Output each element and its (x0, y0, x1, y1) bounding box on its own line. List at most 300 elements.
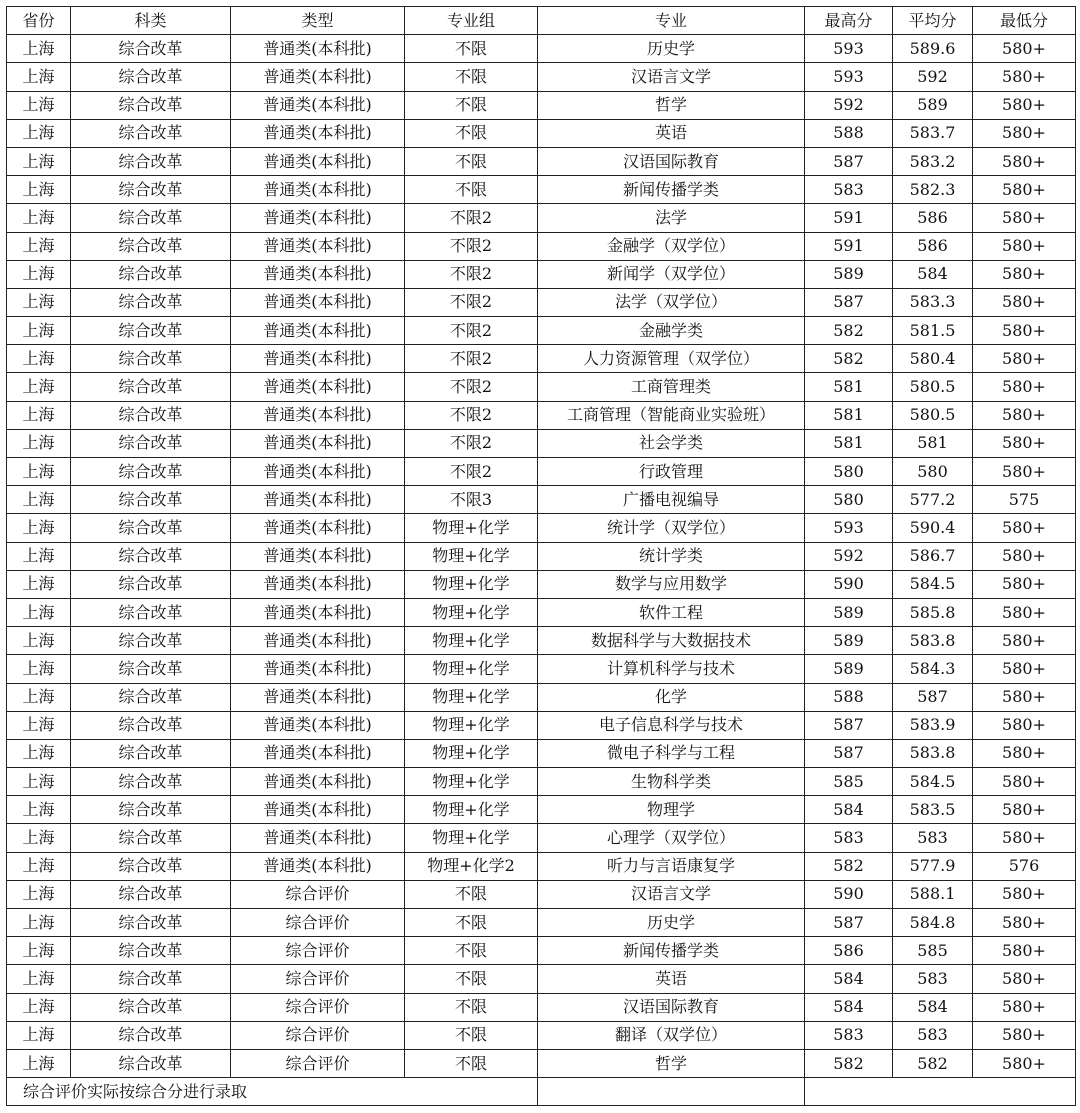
cell-min-score: 580+ (973, 401, 1076, 429)
cell-min-score: 580+ (973, 796, 1076, 824)
cell-major-group: 不限 (405, 119, 538, 147)
cell-min-score: 580+ (973, 317, 1076, 345)
cell-major: 社会学类 (538, 429, 805, 457)
cell-max-score: 581 (805, 401, 893, 429)
cell-major-group: 不限2 (405, 458, 538, 486)
cell-max-score: 581 (805, 429, 893, 457)
cell-major-group: 不限2 (405, 345, 538, 373)
cell-major-group: 不限 (405, 909, 538, 937)
cell-min-score: 580+ (973, 880, 1076, 908)
cell-admission-type: 普通类(本科批) (231, 570, 405, 598)
cell-admission-type: 普通类(本科批) (231, 598, 405, 626)
cell-min-score: 580+ (973, 345, 1076, 373)
cell-avg-score: 583.8 (893, 739, 973, 767)
footnote-empty-cell (805, 1078, 1076, 1106)
cell-admission-type: 普通类(本科批) (231, 683, 405, 711)
cell-admission-type: 综合评价 (231, 909, 405, 937)
cell-subject-category: 综合改革 (71, 429, 231, 457)
cell-major-group: 物理+化学 (405, 683, 538, 711)
header-avg-score: 平均分 (893, 7, 973, 35)
cell-avg-score: 584.3 (893, 655, 973, 683)
cell-major: 统计学（双学位） (538, 514, 805, 542)
cell-min-score: 580+ (973, 1049, 1076, 1077)
cell-major-group: 不限 (405, 965, 538, 993)
cell-min-score: 580+ (973, 514, 1076, 542)
cell-min-score: 580+ (973, 824, 1076, 852)
cell-province: 上海 (7, 739, 71, 767)
cell-major-group: 物理+化学 (405, 768, 538, 796)
cell-max-score: 593 (805, 35, 893, 63)
table-row (7, 176, 1076, 204)
cell-province: 上海 (7, 768, 71, 796)
cell-province: 上海 (7, 1049, 71, 1077)
cell-min-score: 580+ (973, 147, 1076, 175)
cell-major: 哲学 (538, 1049, 805, 1077)
table-row (7, 429, 1076, 457)
cell-avg-score: 586 (893, 232, 973, 260)
cell-max-score: 583 (805, 176, 893, 204)
cell-major: 英语 (538, 965, 805, 993)
cell-province: 上海 (7, 796, 71, 824)
cell-province: 上海 (7, 570, 71, 598)
cell-max-score: 592 (805, 542, 893, 570)
cell-max-score: 587 (805, 147, 893, 175)
header-subject-category: 科类 (71, 7, 231, 35)
cell-province: 上海 (7, 1021, 71, 1049)
table-row (7, 345, 1076, 373)
table-row (7, 288, 1076, 316)
cell-province: 上海 (7, 880, 71, 908)
cell-subject-category: 综合改革 (71, 1049, 231, 1077)
cell-major-group: 物理+化学 (405, 627, 538, 655)
cell-min-score: 580+ (973, 204, 1076, 232)
table-row (7, 796, 1076, 824)
cell-subject-category: 综合改革 (71, 880, 231, 908)
cell-max-score: 585 (805, 768, 893, 796)
cell-major: 历史学 (538, 909, 805, 937)
cell-max-score: 587 (805, 909, 893, 937)
table-row (7, 486, 1076, 514)
cell-major: 汉语言文学 (538, 880, 805, 908)
table-row (7, 204, 1076, 232)
cell-major: 汉语言文学 (538, 63, 805, 91)
header-max-score: 最高分 (805, 7, 893, 35)
table-row (7, 570, 1076, 598)
cell-avg-score: 592 (893, 63, 973, 91)
cell-province: 上海 (7, 514, 71, 542)
cell-max-score: 589 (805, 627, 893, 655)
cell-avg-score: 585 (893, 937, 973, 965)
cell-avg-score: 586.7 (893, 542, 973, 570)
cell-province: 上海 (7, 458, 71, 486)
cell-major: 金融学（双学位） (538, 232, 805, 260)
cell-max-score: 590 (805, 570, 893, 598)
table-row (7, 739, 1076, 767)
cell-major: 数学与应用数学 (538, 570, 805, 598)
cell-min-score: 580+ (973, 458, 1076, 486)
cell-avg-score: 582 (893, 1049, 973, 1077)
cell-avg-score: 585.8 (893, 598, 973, 626)
cell-major: 新闻传播学类 (538, 937, 805, 965)
cell-min-score: 580+ (973, 711, 1076, 739)
cell-major-group: 不限 (405, 35, 538, 63)
cell-province: 上海 (7, 852, 71, 880)
cell-max-score: 587 (805, 288, 893, 316)
cell-subject-category: 综合改革 (71, 711, 231, 739)
table-body (7, 35, 1076, 1078)
cell-avg-score: 577.9 (893, 852, 973, 880)
cell-province: 上海 (7, 542, 71, 570)
cell-subject-category: 综合改革 (71, 852, 231, 880)
header-row (7, 7, 1076, 35)
admission-score-table (6, 6, 1076, 1106)
cell-admission-type: 普通类(本科批) (231, 91, 405, 119)
header-province: 省份 (7, 7, 71, 35)
cell-major-group: 不限 (405, 1021, 538, 1049)
cell-admission-type: 综合评价 (231, 937, 405, 965)
cell-major: 化学 (538, 683, 805, 711)
cell-min-score: 580+ (973, 909, 1076, 937)
cell-subject-category: 综合改革 (71, 91, 231, 119)
table-row (7, 119, 1076, 147)
cell-admission-type: 普通类(本科批) (231, 288, 405, 316)
cell-subject-category: 综合改革 (71, 458, 231, 486)
cell-major: 统计学类 (538, 542, 805, 570)
table-row (7, 965, 1076, 993)
cell-major: 生物科学类 (538, 768, 805, 796)
cell-admission-type: 普通类(本科批) (231, 345, 405, 373)
table-row (7, 373, 1076, 401)
cell-subject-category: 综合改革 (71, 401, 231, 429)
cell-admission-type: 普通类(本科批) (231, 824, 405, 852)
cell-subject-category: 综合改革 (71, 796, 231, 824)
table-row (7, 768, 1076, 796)
cell-major: 物理学 (538, 796, 805, 824)
cell-major-group: 不限3 (405, 486, 538, 514)
cell-major: 哲学 (538, 91, 805, 119)
cell-avg-score: 584.8 (893, 909, 973, 937)
cell-avg-score: 580.5 (893, 401, 973, 429)
cell-major-group: 不限 (405, 176, 538, 204)
cell-subject-category: 综合改革 (71, 627, 231, 655)
cell-min-score: 580+ (973, 119, 1076, 147)
cell-major: 金融学类 (538, 317, 805, 345)
table-row (7, 91, 1076, 119)
cell-max-score: 583 (805, 824, 893, 852)
cell-admission-type: 普通类(本科批) (231, 176, 405, 204)
cell-avg-score: 584 (893, 993, 973, 1021)
cell-avg-score: 577.2 (893, 486, 973, 514)
table-row (7, 683, 1076, 711)
cell-admission-type: 综合评价 (231, 993, 405, 1021)
cell-avg-score: 580 (893, 458, 973, 486)
cell-avg-score: 584 (893, 260, 973, 288)
cell-major: 汉语国际教育 (538, 993, 805, 1021)
cell-admission-type: 普通类(本科批) (231, 486, 405, 514)
cell-province: 上海 (7, 288, 71, 316)
cell-province: 上海 (7, 63, 71, 91)
cell-province: 上海 (7, 993, 71, 1021)
cell-province: 上海 (7, 824, 71, 852)
cell-subject-category: 综合改革 (71, 176, 231, 204)
cell-max-score: 587 (805, 711, 893, 739)
cell-major: 历史学 (538, 35, 805, 63)
cell-province: 上海 (7, 91, 71, 119)
cell-province: 上海 (7, 486, 71, 514)
cell-max-score: 582 (805, 317, 893, 345)
cell-subject-category: 综合改革 (71, 119, 231, 147)
cell-province: 上海 (7, 204, 71, 232)
table-row (7, 63, 1076, 91)
cell-max-score: 583 (805, 1021, 893, 1049)
cell-major-group: 物理+化学 (405, 824, 538, 852)
cell-max-score: 582 (805, 1049, 893, 1077)
table-row (7, 317, 1076, 345)
table-row (7, 458, 1076, 486)
cell-major-group: 不限 (405, 91, 538, 119)
cell-admission-type: 综合评价 (231, 1021, 405, 1049)
cell-province: 上海 (7, 176, 71, 204)
footnote-empty-cell (538, 1078, 805, 1106)
cell-min-score: 580+ (973, 598, 1076, 626)
cell-min-score: 580+ (973, 63, 1076, 91)
cell-admission-type: 普通类(本科批) (231, 429, 405, 457)
cell-subject-category: 综合改革 (71, 768, 231, 796)
cell-subject-category: 综合改革 (71, 909, 231, 937)
cell-max-score: 582 (805, 345, 893, 373)
cell-major-group: 物理+化学 (405, 570, 538, 598)
cell-province: 上海 (7, 35, 71, 63)
cell-min-score: 580+ (973, 429, 1076, 457)
cell-subject-category: 综合改革 (71, 937, 231, 965)
cell-province: 上海 (7, 937, 71, 965)
cell-admission-type: 普通类(本科批) (231, 63, 405, 91)
cell-admission-type: 普通类(本科批) (231, 260, 405, 288)
cell-major-group: 物理+化学 (405, 711, 538, 739)
cell-major: 新闻学（双学位） (538, 260, 805, 288)
cell-major-group: 不限2 (405, 260, 538, 288)
cell-min-score: 580+ (973, 655, 1076, 683)
cell-province: 上海 (7, 401, 71, 429)
cell-admission-type: 普通类(本科批) (231, 35, 405, 63)
header-major: 专业 (538, 7, 805, 35)
table-row (7, 880, 1076, 908)
cell-subject-category: 综合改革 (71, 1021, 231, 1049)
cell-avg-score: 580.4 (893, 345, 973, 373)
footnote-text: 综合评价实际按综合分进行录取 (7, 1078, 538, 1106)
cell-avg-score: 583.8 (893, 627, 973, 655)
cell-avg-score: 583 (893, 1021, 973, 1049)
cell-min-score: 580+ (973, 937, 1076, 965)
cell-min-score: 580+ (973, 1021, 1076, 1049)
cell-major: 新闻传播学类 (538, 176, 805, 204)
cell-subject-category: 综合改革 (71, 824, 231, 852)
cell-admission-type: 普通类(本科批) (231, 119, 405, 147)
header-min-score: 最低分 (973, 7, 1076, 35)
cell-major-group: 不限2 (405, 232, 538, 260)
cell-avg-score: 589.6 (893, 35, 973, 63)
cell-major-group: 不限 (405, 1049, 538, 1077)
cell-min-score: 575 (973, 486, 1076, 514)
cell-min-score: 580+ (973, 570, 1076, 598)
cell-subject-category: 综合改革 (71, 147, 231, 175)
table-row (7, 232, 1076, 260)
cell-max-score: 581 (805, 373, 893, 401)
cell-min-score: 580+ (973, 373, 1076, 401)
cell-major-group: 物理+化学 (405, 655, 538, 683)
cell-min-score: 580+ (973, 288, 1076, 316)
table-row (7, 627, 1076, 655)
cell-major: 英语 (538, 119, 805, 147)
cell-province: 上海 (7, 373, 71, 401)
cell-avg-score: 584.5 (893, 570, 973, 598)
cell-avg-score: 583.5 (893, 796, 973, 824)
cell-province: 上海 (7, 260, 71, 288)
header-admission-type: 类型 (231, 7, 405, 35)
cell-subject-category: 综合改革 (71, 570, 231, 598)
cell-major: 听力与言语康复学 (538, 852, 805, 880)
cell-admission-type: 综合评价 (231, 880, 405, 908)
table-row (7, 824, 1076, 852)
cell-subject-category: 综合改革 (71, 63, 231, 91)
table-row (7, 35, 1076, 63)
cell-max-score: 584 (805, 993, 893, 1021)
table-row (7, 711, 1076, 739)
cell-avg-score: 589 (893, 91, 973, 119)
cell-admission-type: 普通类(本科批) (231, 232, 405, 260)
cell-max-score: 580 (805, 458, 893, 486)
cell-major-group: 不限2 (405, 373, 538, 401)
cell-admission-type: 普通类(本科批) (231, 147, 405, 175)
cell-admission-type: 普通类(本科批) (231, 542, 405, 570)
cell-province: 上海 (7, 232, 71, 260)
cell-avg-score: 587 (893, 683, 973, 711)
cell-major-group: 不限 (405, 993, 538, 1021)
cell-province: 上海 (7, 317, 71, 345)
cell-subject-category: 综合改革 (71, 655, 231, 683)
cell-min-score: 580+ (973, 965, 1076, 993)
cell-major: 翻译（双学位） (538, 1021, 805, 1049)
cell-max-score: 589 (805, 260, 893, 288)
cell-min-score: 580+ (973, 683, 1076, 711)
cell-province: 上海 (7, 627, 71, 655)
cell-subject-category: 综合改革 (71, 683, 231, 711)
table-row (7, 852, 1076, 880)
cell-major: 数据科学与大数据技术 (538, 627, 805, 655)
cell-min-score: 580+ (973, 91, 1076, 119)
cell-major-group: 不限2 (405, 317, 538, 345)
cell-admission-type: 普通类(本科批) (231, 796, 405, 824)
cell-major: 人力资源管理（双学位） (538, 345, 805, 373)
cell-max-score: 584 (805, 796, 893, 824)
cell-province: 上海 (7, 965, 71, 993)
cell-province: 上海 (7, 345, 71, 373)
cell-max-score: 586 (805, 937, 893, 965)
cell-admission-type: 普通类(本科批) (231, 401, 405, 429)
cell-subject-category: 综合改革 (71, 739, 231, 767)
cell-major-group: 不限2 (405, 204, 538, 232)
cell-max-score: 591 (805, 204, 893, 232)
cell-subject-category: 综合改革 (71, 345, 231, 373)
cell-major: 广播电视编导 (538, 486, 805, 514)
cell-subject-category: 综合改革 (71, 598, 231, 626)
cell-max-score: 592 (805, 91, 893, 119)
cell-subject-category: 综合改革 (71, 993, 231, 1021)
cell-min-score: 580+ (973, 768, 1076, 796)
cell-province: 上海 (7, 909, 71, 937)
cell-subject-category: 综合改革 (71, 232, 231, 260)
cell-min-score: 580+ (973, 739, 1076, 767)
cell-major: 软件工程 (538, 598, 805, 626)
cell-max-score: 588 (805, 119, 893, 147)
cell-subject-category: 综合改革 (71, 965, 231, 993)
cell-major-group: 物理+化学 (405, 598, 538, 626)
cell-subject-category: 综合改革 (71, 288, 231, 316)
cell-avg-score: 581 (893, 429, 973, 457)
cell-admission-type: 普通类(本科批) (231, 373, 405, 401)
cell-max-score: 587 (805, 739, 893, 767)
cell-admission-type: 普通类(本科批) (231, 514, 405, 542)
cell-major: 法学 (538, 204, 805, 232)
cell-subject-category: 综合改革 (71, 514, 231, 542)
cell-subject-category: 综合改革 (71, 204, 231, 232)
table-row (7, 1021, 1076, 1049)
cell-max-score: 590 (805, 880, 893, 908)
cell-province: 上海 (7, 711, 71, 739)
cell-admission-type: 普通类(本科批) (231, 711, 405, 739)
cell-province: 上海 (7, 147, 71, 175)
cell-avg-score: 583.2 (893, 147, 973, 175)
cell-max-score: 589 (805, 655, 893, 683)
cell-province: 上海 (7, 119, 71, 147)
cell-major: 心理学（双学位） (538, 824, 805, 852)
cell-major: 行政管理 (538, 458, 805, 486)
table-row (7, 1049, 1076, 1077)
cell-major: 微电子科学与工程 (538, 739, 805, 767)
table-row (7, 937, 1076, 965)
cell-min-score: 580+ (973, 542, 1076, 570)
cell-min-score: 580+ (973, 176, 1076, 204)
cell-min-score: 580+ (973, 627, 1076, 655)
cell-avg-score: 590.4 (893, 514, 973, 542)
table-row (7, 909, 1076, 937)
cell-subject-category: 综合改革 (71, 317, 231, 345)
footnote-row (7, 1078, 1076, 1106)
cell-max-score: 584 (805, 965, 893, 993)
cell-admission-type: 普通类(本科批) (231, 852, 405, 880)
table-row (7, 598, 1076, 626)
cell-major-group: 不限 (405, 880, 538, 908)
cell-admission-type: 普通类(本科批) (231, 655, 405, 683)
cell-province: 上海 (7, 655, 71, 683)
cell-max-score: 589 (805, 598, 893, 626)
cell-avg-score: 588.1 (893, 880, 973, 908)
cell-avg-score: 583.3 (893, 288, 973, 316)
table-row (7, 147, 1076, 175)
cell-admission-type: 普通类(本科批) (231, 739, 405, 767)
table-row (7, 514, 1076, 542)
cell-min-score: 580+ (973, 232, 1076, 260)
cell-min-score: 580+ (973, 993, 1076, 1021)
cell-major-group: 物理+化学 (405, 542, 538, 570)
cell-major-group: 不限2 (405, 401, 538, 429)
cell-major: 工商管理类 (538, 373, 805, 401)
cell-admission-type: 综合评价 (231, 965, 405, 993)
cell-min-score: 580+ (973, 260, 1076, 288)
cell-admission-type: 普通类(本科批) (231, 627, 405, 655)
cell-max-score: 582 (805, 852, 893, 880)
cell-major: 工商管理（智能商业实验班） (538, 401, 805, 429)
